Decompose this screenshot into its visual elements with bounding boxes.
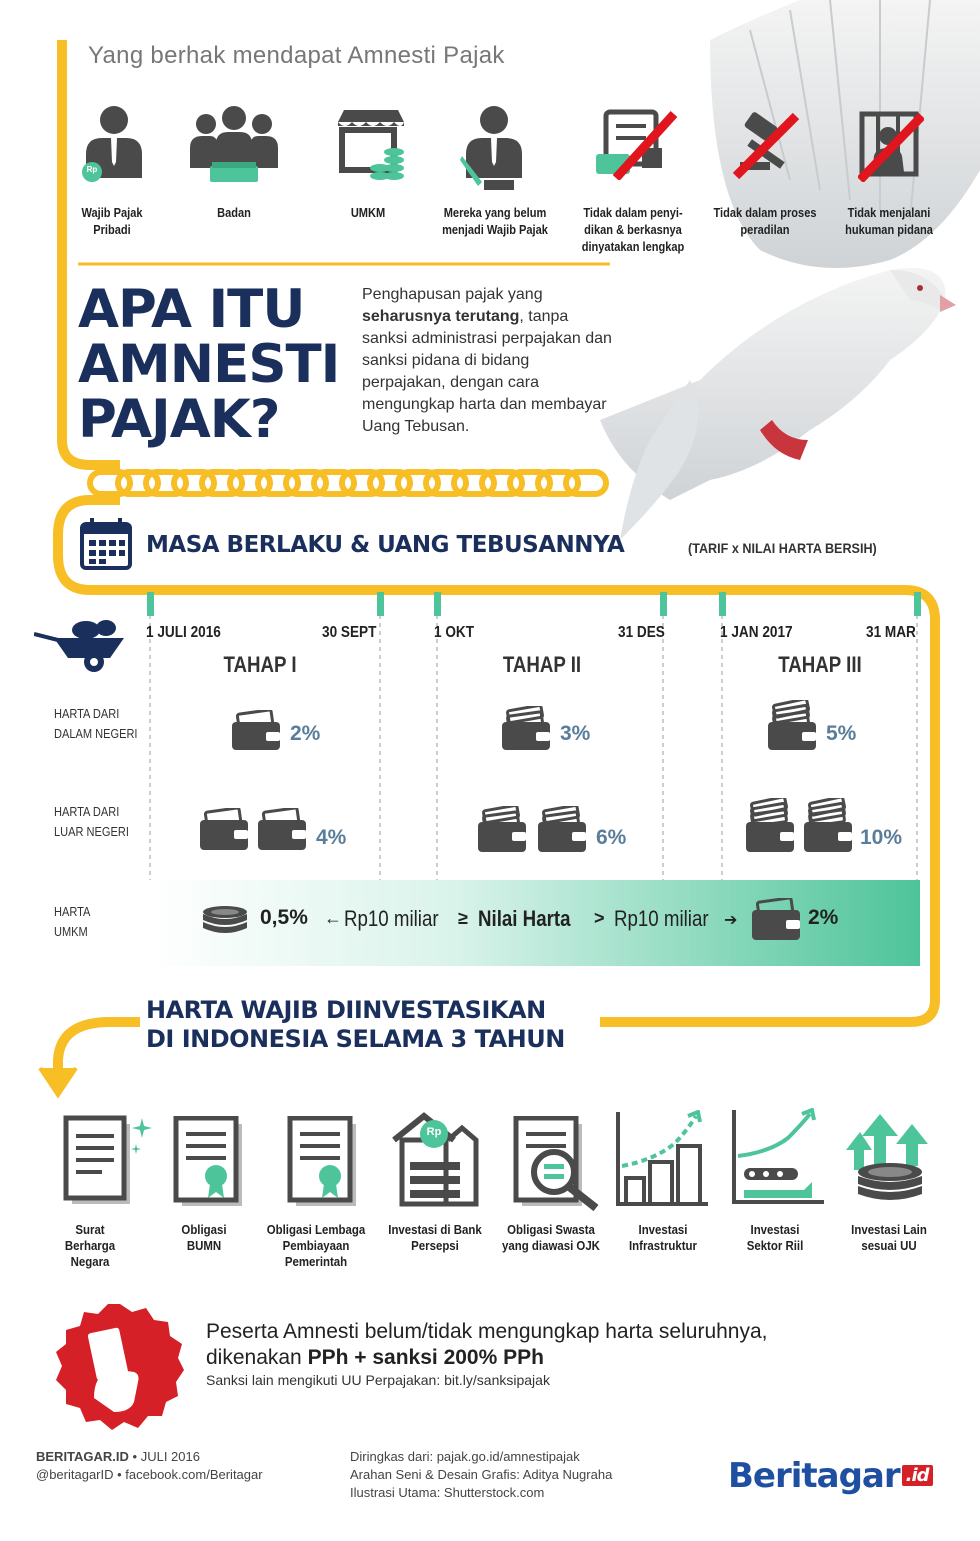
what-is-title-line-3: PAJAK? <box>78 389 280 450</box>
dove-illustration <box>560 0 980 560</box>
desc-before: Penghapusan pajak yang <box>362 286 543 303</box>
wallet-icon <box>230 710 282 752</box>
umkm-limit-high: Rp10 miliar <box>614 906 709 931</box>
wallet-icon <box>476 806 528 854</box>
row-label-umkm: HARTA UMKM <box>54 904 90 939</box>
phase-1-title: TAHAP I <box>223 652 297 677</box>
phase-2-domestic-rate: 3% <box>560 722 591 745</box>
wallet-icon <box>256 808 308 852</box>
phase-2-end: 31 DES <box>618 624 665 641</box>
invest-title-line-1: HARTA WAJIB DIINVESTASIKAN <box>146 996 546 1024</box>
rp-badge-text: Rp <box>86 165 98 174</box>
umkm-operator-gt: > <box>594 908 605 928</box>
phase-1-end: 30 SEPT <box>322 624 377 641</box>
invest-label-8: Investasi Lain sesuai UU <box>851 1222 927 1253</box>
logo-id-badge: .id <box>902 1465 933 1486</box>
invest-label-5: Obligasi Swasta yang diawasi OJK <box>502 1222 600 1253</box>
phase-1-foreign-rate: 4% <box>316 826 347 849</box>
umkm-center-label: Nilai Harta <box>478 906 571 931</box>
invest-label-3: Obligasi Lembaga Pembiayaan Pemerintah <box>266 1222 366 1269</box>
wallet-icon <box>536 806 588 854</box>
phase-3-start: 1 JAN 2017 <box>720 624 793 641</box>
document-stamp-icon <box>596 108 680 180</box>
umkm-arrow-left: ← <box>324 908 342 928</box>
calendar-icon <box>80 518 132 570</box>
period-subtitle: (TARIF x NILAI HARTA BERSIH) <box>688 540 877 556</box>
umkm-limit-low: Rp10 miliar <box>344 906 439 931</box>
wallet-icon <box>766 700 818 752</box>
what-is-description <box>362 284 612 438</box>
bank-building-icon <box>390 1110 480 1208</box>
invest-title-line-2: DI INDONESIA SELAMA 3 TAHUN <box>146 1025 565 1053</box>
beritagar-logo <box>728 1456 933 1496</box>
bond-certificate-icon <box>286 1116 362 1208</box>
wallet-icon <box>198 808 250 852</box>
invest-label-6: Investasi Infrastruktur <box>628 1222 698 1253</box>
wallet-icon <box>750 898 802 942</box>
wallet-icon <box>744 798 796 854</box>
umkm-operator-ge: ≥ <box>458 908 468 928</box>
phase-3-domestic-rate: 5% <box>826 722 857 745</box>
red-card-seal-icon <box>54 1302 186 1432</box>
penalty-line-2-bold: PPh + sanksi 200% PPh <box>307 1346 544 1369</box>
what-is-title-line-2: AMNESTI <box>78 334 340 395</box>
eligibility-heading: Yang berhak mendapat Amnesti Pajak <box>88 42 505 69</box>
phase-3-foreign-rate: 10% <box>860 826 903 849</box>
penalty-line-2 <box>206 1346 544 1370</box>
footer-date: • JULI 2016 <box>128 1449 200 1464</box>
eligible-label-3: UMKM <box>350 205 386 220</box>
umkm-rate-high: 2% <box>808 906 839 929</box>
logo-main: Beritagar <box>728 1456 900 1496</box>
invest-label-7: Investasi Sektor Riil <box>746 1222 804 1253</box>
business-group-icon <box>188 104 280 184</box>
eligible-label-2: Badan <box>217 205 251 220</box>
gavel-icon <box>732 110 802 180</box>
umkm-rate-low: 0,5% <box>260 906 308 929</box>
footer-brand-line <box>36 1448 200 1466</box>
eligible-label-5: Tidak dalam penyi-dikan & berkasnya dinyatakan lengkap <box>581 205 685 254</box>
eligible-label-1: Wajib Pajak Pribadi <box>81 205 143 237</box>
penalty-line-1: Peserta Amnesti belum/tidak mengungkap harta seluruhnya, <box>206 1320 768 1343</box>
phase-3-end: 31 MAR <box>866 624 916 641</box>
phase-2-start: 1 OKT <box>434 624 475 641</box>
row-label-foreign: HARTA DARI LUAR NEGERI <box>54 804 129 839</box>
phase-2-title: TAHAP II <box>502 652 582 677</box>
factory-growth-icon <box>730 1108 826 1206</box>
invest-label-4: Investasi di Bank Persepsi <box>388 1222 482 1253</box>
eligible-label-6: Tidak dalam proses peradilan <box>713 205 817 237</box>
invest-label-1: Surat Berharga Negara <box>64 1222 116 1269</box>
footer-credit-3: Ilustrasi Utama: Shutterstock.com <box>350 1485 545 1500</box>
phase-1-domestic-rate: 2% <box>290 722 321 745</box>
period-title: MASA BERLAKU & UANG TEBUSANNYA <box>146 532 625 558</box>
person-pen-icon <box>460 102 524 192</box>
desc-bold: seharusnya terutang <box>362 308 520 325</box>
chain-decoration <box>90 472 606 494</box>
penalty-line-3: Sanksi lain mengikuti UU Perpajakan: bit.ly/sanksipajak <box>206 1372 550 1388</box>
footer-brand: BERITAGAR.ID <box>36 1449 129 1464</box>
wallet-icon <box>500 706 552 752</box>
eligible-label-4: Mereka yang belum menjadi Wajib Pajak <box>442 205 548 237</box>
wallet-icon <box>802 798 854 854</box>
row-label-domestic: HARTA DARI DALAM NEGERI <box>54 706 138 741</box>
footer-credit-1: Diringkas dari: pajak.go.id/amnestipajak <box>350 1449 580 1464</box>
document-magnifier-icon <box>512 1116 604 1212</box>
invest-title <box>146 996 565 1054</box>
prison-icon <box>858 110 924 182</box>
what-is-title-line-1: APA ITU <box>78 279 305 340</box>
shop-coins-icon <box>336 108 408 182</box>
coins-stack-icon <box>200 904 250 940</box>
footer-social: @beritagarID • facebook.com/Beritagar <box>36 1467 263 1482</box>
desc-after: , tanpa sanksi administrasi perpajakan dan sanksi pidana di bidang perpajakan, dengan cara mengungkap harta dan membayar Uang Tebusan. <box>362 308 612 435</box>
bond-certificate-icon <box>172 1116 248 1208</box>
coins-arrows-icon <box>846 1110 936 1206</box>
umkm-arrow-right: ➔ <box>724 912 738 929</box>
invest-label-2: Obligasi BUMN <box>181 1222 227 1253</box>
footer-credit-2: Arahan Seni & Desain Grafis: Aditya Nugraha <box>350 1467 613 1482</box>
securities-document-icon <box>58 1112 156 1208</box>
penalty-line-2-before: dikenakan <box>206 1346 308 1369</box>
wheelbarrow-money-icon <box>34 614 130 674</box>
phase-2-foreign-rate: 6% <box>596 826 627 849</box>
eligible-label-7: Tidak menjalani hukuman pidana <box>845 205 933 237</box>
phase-1-start: 1 JULI 2016 <box>146 624 221 641</box>
what-is-title <box>78 279 340 450</box>
city-growth-icon <box>614 1110 710 1208</box>
phase-3-title: TAHAP III <box>778 652 862 677</box>
bank-rp-badge-text: Rp <box>426 1126 442 1138</box>
